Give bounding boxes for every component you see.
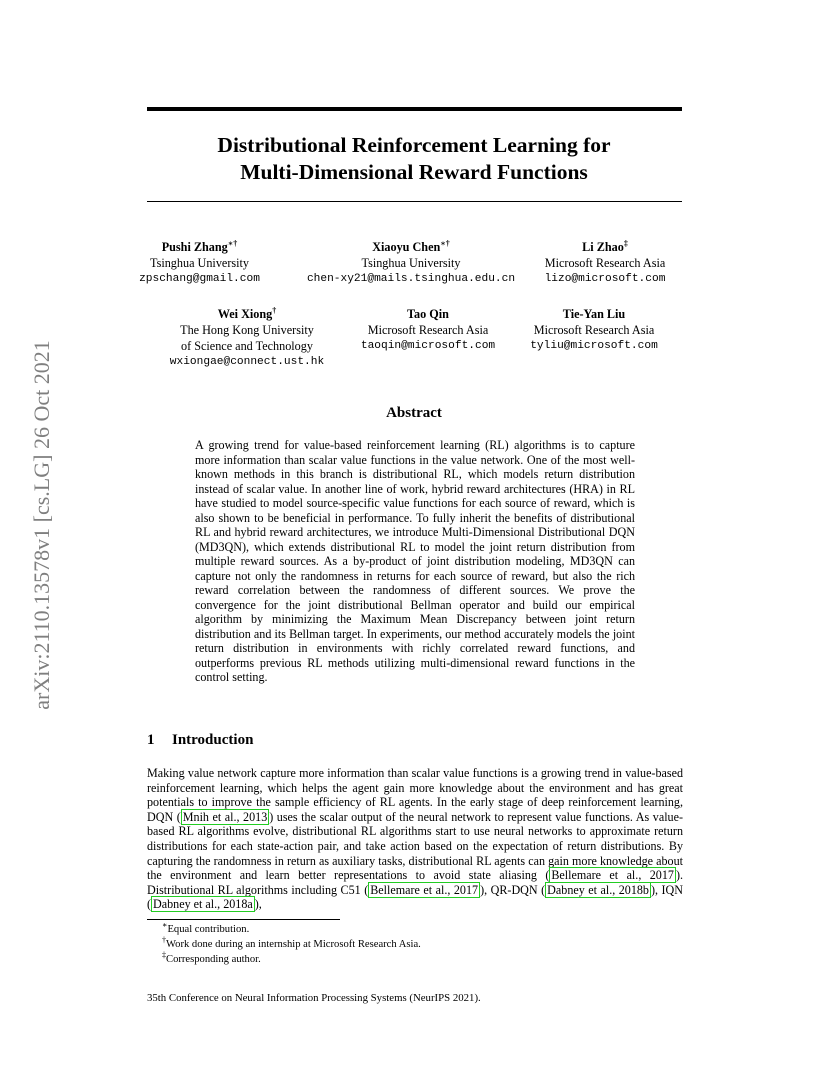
author-name: Pushi Zhang: [161, 240, 228, 254]
author-affiliation: Microsoft Research Asia: [544, 256, 666, 270]
section-number: 1: [147, 732, 155, 748]
author-mark: ‡: [623, 238, 628, 248]
arxiv-identifier: arXiv:2110.13578v1 [cs.LG] 26 Oct 2021: [29, 340, 54, 710]
footnote-text: Work done during an internship at Microsoft Research Asia.: [166, 939, 421, 950]
author-block: [162, 306, 332, 370]
author-email[interactable]: wxiongae@connect.ust.hk: [169, 356, 325, 368]
author-name: Wei Xiong: [217, 307, 273, 321]
title-line-2: Multi-Dimensional Reward Functions: [240, 160, 588, 184]
author-block: [298, 239, 524, 287]
author-name: Tie-Yan Liu: [562, 307, 626, 321]
text-run: ),: [254, 897, 262, 912]
citation-link[interactable]: Bellemare et al., 2017: [551, 868, 674, 883]
author-affiliation: Microsoft Research Asia: [367, 323, 489, 337]
author-affiliation-line2: of Science and Technology: [181, 339, 313, 353]
author-mark: †: [272, 305, 277, 315]
text-run: ). Distributional RL algorithms including C51 (: [147, 868, 683, 897]
author-affiliation: Tsinghua University: [361, 256, 461, 270]
footnote-mark: †: [162, 935, 166, 945]
intro-paragraph: [147, 766, 683, 912]
footnote: [147, 952, 421, 967]
author-block: [530, 239, 680, 287]
author-affiliation: The Hong Kong University: [180, 323, 314, 337]
title-line-1: Distributional Reinforcement Learning for: [217, 133, 611, 157]
footnote-mark: ‡: [162, 950, 166, 960]
author-mark: ∗†: [440, 238, 450, 248]
author-affiliation: Tsinghua University: [149, 256, 249, 270]
author-block: [132, 239, 267, 287]
footnote-text: Corresponding author.: [166, 954, 261, 965]
title-bottom-rule: [147, 201, 682, 202]
footnote: [147, 922, 421, 937]
abstract-heading: Abstract: [386, 405, 442, 421]
text-run: ), QR-DQN (: [480, 882, 546, 897]
citation-link[interactable]: Mnih et al., 2013: [182, 809, 268, 824]
footnotes: [147, 922, 421, 967]
author-block: [519, 306, 669, 354]
author-name: Li Zhao: [582, 240, 624, 254]
section-title: Introduction: [172, 732, 254, 748]
author-block: [353, 306, 503, 354]
author-email[interactable]: tyliu@microsoft.com: [530, 340, 658, 352]
author-email[interactable]: zpschang@gmail.com: [139, 273, 260, 285]
author-name: Tao Qin: [407, 307, 449, 321]
citation-link[interactable]: Dabney et al., 2018b: [547, 882, 649, 897]
text-run: ), IQN (: [147, 882, 684, 912]
abstract-body: A growing trend for value-based reinforcement learning (RL) algorithms is to capture more information than scalar value functions in the value network. One of the most well-known methods in this branch is distributional RL, which models return distribution instead of scalar value. In another line of work, hybrid reward architectures (HRA) in RL have studied to model source-specific value functions for each source of reward, which is also shown to be beneficial in performance. To fully inherit the benefits of distributional RL and hybrid reward architectures, we introduce Multi-Dimensional Distributional DQN (MD3QN), which extends distributional RL to model the joint return distribution from multiple reward sources. As a by-product of joint distribution modeling, MD3QN can capture not only the randomness in returns for each source of reward, but also the rich reward correlation between the randomness of different sources. We prove the convergence for the joint distributional Bellman operator and build our empirical algorithm by minimizing the Maximum Mean Discrepancy between joint return distribution and its Bellman target. In experiments, our method accurately models the joint return distribution in environments with richly correlated reward functions, and outperforms previous RL methods utilizing multi-dimensional reward functions in the control setting.: [195, 438, 635, 684]
footnote-mark: ∗: [162, 920, 168, 930]
author-affiliation: Microsoft Research Asia: [533, 323, 655, 337]
author-email[interactable]: chen-xy21@mails.tsinghua.edu.cn: [306, 273, 516, 285]
citation-link[interactable]: Dabney et al., 2018a: [153, 897, 253, 912]
paper-title: [0, 132, 828, 186]
section-heading: [147, 732, 253, 749]
top-rule: [147, 107, 682, 111]
author-email[interactable]: lizo@microsoft.com: [544, 273, 666, 285]
footnote: [147, 937, 421, 952]
conference-note: 35th Conference on Neural Information Processing Systems (NeurIPS 2021).: [147, 992, 481, 1004]
citation-link[interactable]: Bellemare et al., 2017: [370, 882, 479, 897]
text-run: ) uses the scalar output of the neural network to represent value functions. As value-based RL algorithms evolve, distributional RL algorithms start to use neural networks to approximate return distributions for each state-action pair, and take action based on the expectation of return distributions. By capturing the randomness in return as auxiliary tasks, distributional RL agents can gain more knowledge about the environment and learn better representations to avoid state aliasing (: [147, 809, 683, 883]
text-run: Making value network capture more information than scalar value functions is a growing trend in value-based reinforcement learning, which helps the agent gain more knowledge about the environment and has great potentials to improve the sample efficiency of RL agents. In the early stage of deep reinforcement learning, DQN (: [147, 766, 683, 824]
footnote-text: Equal contribution.: [167, 924, 250, 935]
author-email[interactable]: taoqin@microsoft.com: [360, 340, 496, 352]
author-mark: ∗†: [227, 238, 238, 248]
footnote-rule: [147, 919, 340, 920]
author-name: Xiaoyu Chen: [372, 240, 441, 254]
